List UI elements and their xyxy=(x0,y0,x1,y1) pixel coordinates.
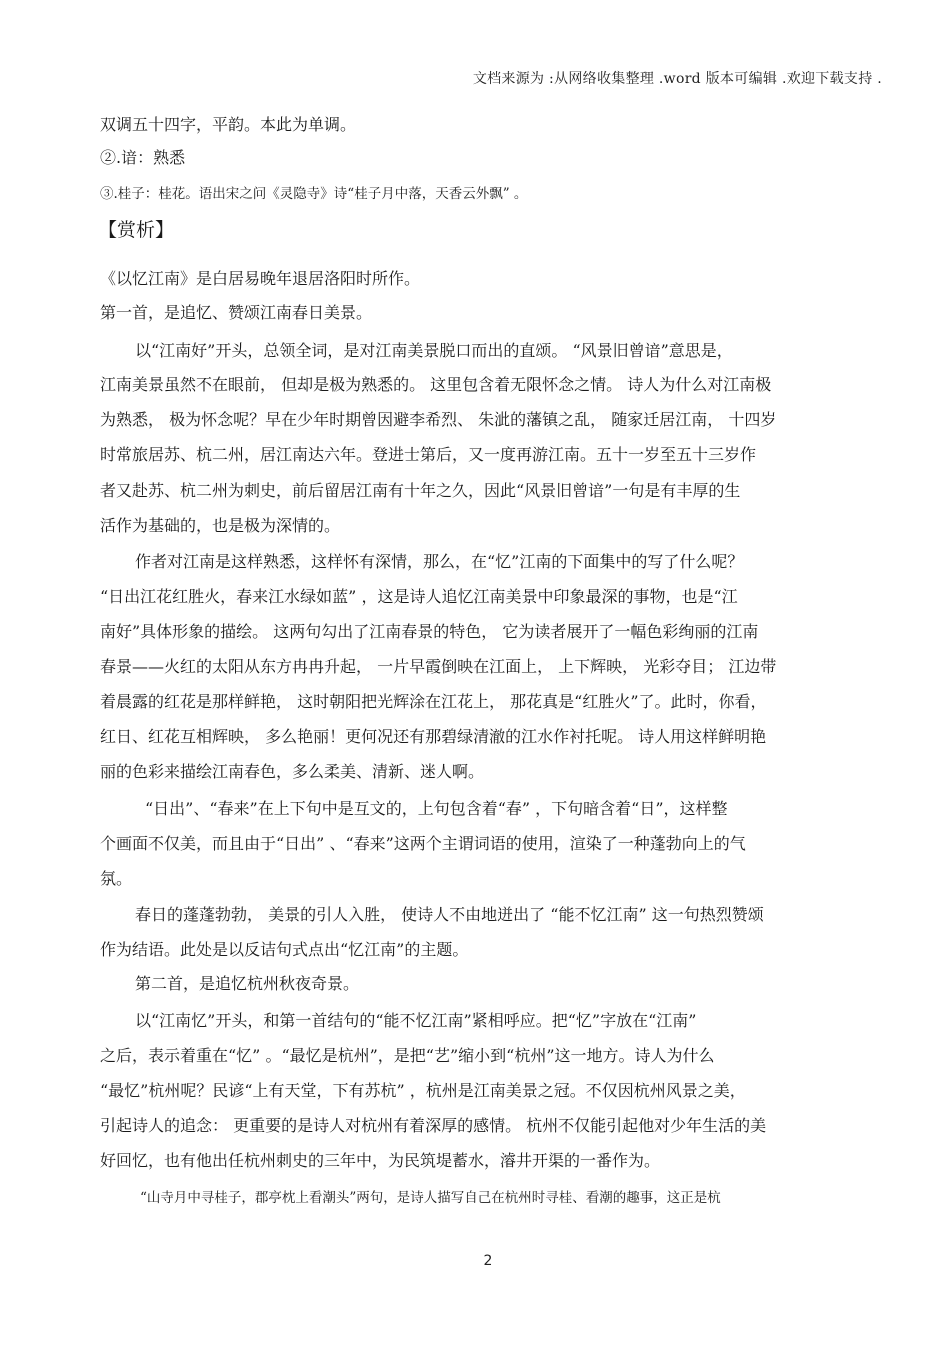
text-line: 作者对江南是这样熟悉，这样怀有深情，那么，在“忆”江南的下面集中的写了什么呢？ xyxy=(135,552,744,571)
text-line: 好回忆，也有他出任杭州刺史的三年中，为民筑堤蓄水，濬井开渠的一番作为。 xyxy=(100,1151,661,1170)
text-line: 着晨露的红花是那样鲜艳， 这时朝阳把光辉涂在江花上， 那花真是“红胜火”了。此时，你看， xyxy=(100,692,767,711)
text-line: 之后，表示着重在“忆” 。“最忆是杭州”，是把“艺”缩小到“杭州”这一地方。诗人为什么 xyxy=(100,1046,715,1065)
text-line: 引起诗人的追念： 更重要的是诗人对杭州有着深厚的感情。 杭州不仅能引起他对少年生活的美 xyxy=(100,1116,767,1135)
page-number: 2 xyxy=(483,1253,493,1269)
text-line: 以“江南好”开头，总领全词，是对江南美景脱口而出的直颂。 “风景旧曾谙”意思是， xyxy=(135,341,733,360)
text-line: “最忆”杭州呢？民谚“上有天堂，下有苏杭” ，杭州是江南美景之冠。不仅因杭州风景之美， xyxy=(100,1081,746,1100)
text-line: 春景——火红的太阳从东方冉冉升起， 一片早霞倒映在江面上， 上下辉映， 光彩夺目； 江边带 xyxy=(100,657,777,676)
text-line: “山寺月中寻桂子，郡亭枕上看潮头”两句，是诗人描写自己在杭州时寻桂、看潮的趣事，这正是杭 xyxy=(140,1190,721,1206)
section-heading: 【赏析】 xyxy=(98,219,175,241)
text-line: 第一首，是追忆、赞颂江南春日美景。 xyxy=(100,303,373,322)
text-line: “日出”、“春来”在上下句中是互文的，上句包含着“春” ，下句暗含着“日”，这样整 xyxy=(145,799,728,818)
page-header: 文档来源为 :从网络收集整理 .word 版本可编辑 .欢迎下载支持 . xyxy=(472,71,882,87)
text-line: 时常旅居苏、杭二州，居江南达六年。登进士第后，又一度再游江南。五十一岁至五十三岁作 xyxy=(100,445,757,464)
text-line: 春日的蓬蓬勃勃， 美景的引人入胜， 使诗人不由地迸出了 “能不忆江南” 这一句热烈赞颂 xyxy=(135,905,764,924)
text-line: 作为结语。此处是以反诘句式点出“忆江南”的主题。 xyxy=(100,940,469,959)
text-line: 江南美景虽然不在眼前， 但却是极为熟悉的。 这里包含着无限怀念之情。 诗人为什么对江南极 xyxy=(100,375,772,394)
text-line: 《以忆江南》是白居易晚年退居洛阳时所作。 xyxy=(100,269,421,288)
text-line: 以“江南忆”开头，和第一首结句的“能不忆江南”紧相呼应。把“忆”字放在“江南” xyxy=(135,1011,697,1030)
note-3: ③.桂子：桂花。语出宋之问《灵隐寺》诗“桂子月中落，天香云外飘” 。 xyxy=(100,186,528,202)
text-line: 氛。 xyxy=(100,869,133,888)
note-2: ②.谙：熟悉 xyxy=(100,148,186,167)
text-line: 南好”具体形象的描绘。 这两句勾出了江南春景的特色， 它为读者展开了一幅色彩绚丽的江南 xyxy=(100,622,759,641)
text-line: 丽的色彩来描绘江南春色，多么柔美、清新、迷人啊。 xyxy=(100,762,485,781)
text-line: 个画面不仅美，而且由于“日出” 、“春来”这两个主谓词语的使用，渲染了一种蓬勃向上的气 xyxy=(100,834,746,853)
text-line: 双调五十四字，平韵。本此为单调。 xyxy=(100,115,357,134)
text-line: 为熟悉， 极为怀念呢？早在少年时期曾因避李希烈、 朱泚的藩镇之乱， 随家迁居江南， 十四岁 xyxy=(100,410,777,429)
text-line: 活作为基础的，也是极为深情的。 xyxy=(100,516,341,535)
text-line: 者又赴苏、杭二州为刺史，前后留居江南有十年之久，因此“风景旧曾谙”一句是有丰厚的生 xyxy=(100,481,741,500)
text-line: 红日、红花互相辉映， 多么艳丽！更何况还有那碧绿清澈的江水作衬托呢。 诗人用这样鲜明艳 xyxy=(100,727,767,746)
text-line: “日出江花红胜火，春来江水绿如蓝” ，这是诗人追忆江南美景中印象最深的事物，也是“江 xyxy=(100,587,738,606)
text-line: 第二首，是追忆杭州秋夜奇景。 xyxy=(135,974,360,993)
